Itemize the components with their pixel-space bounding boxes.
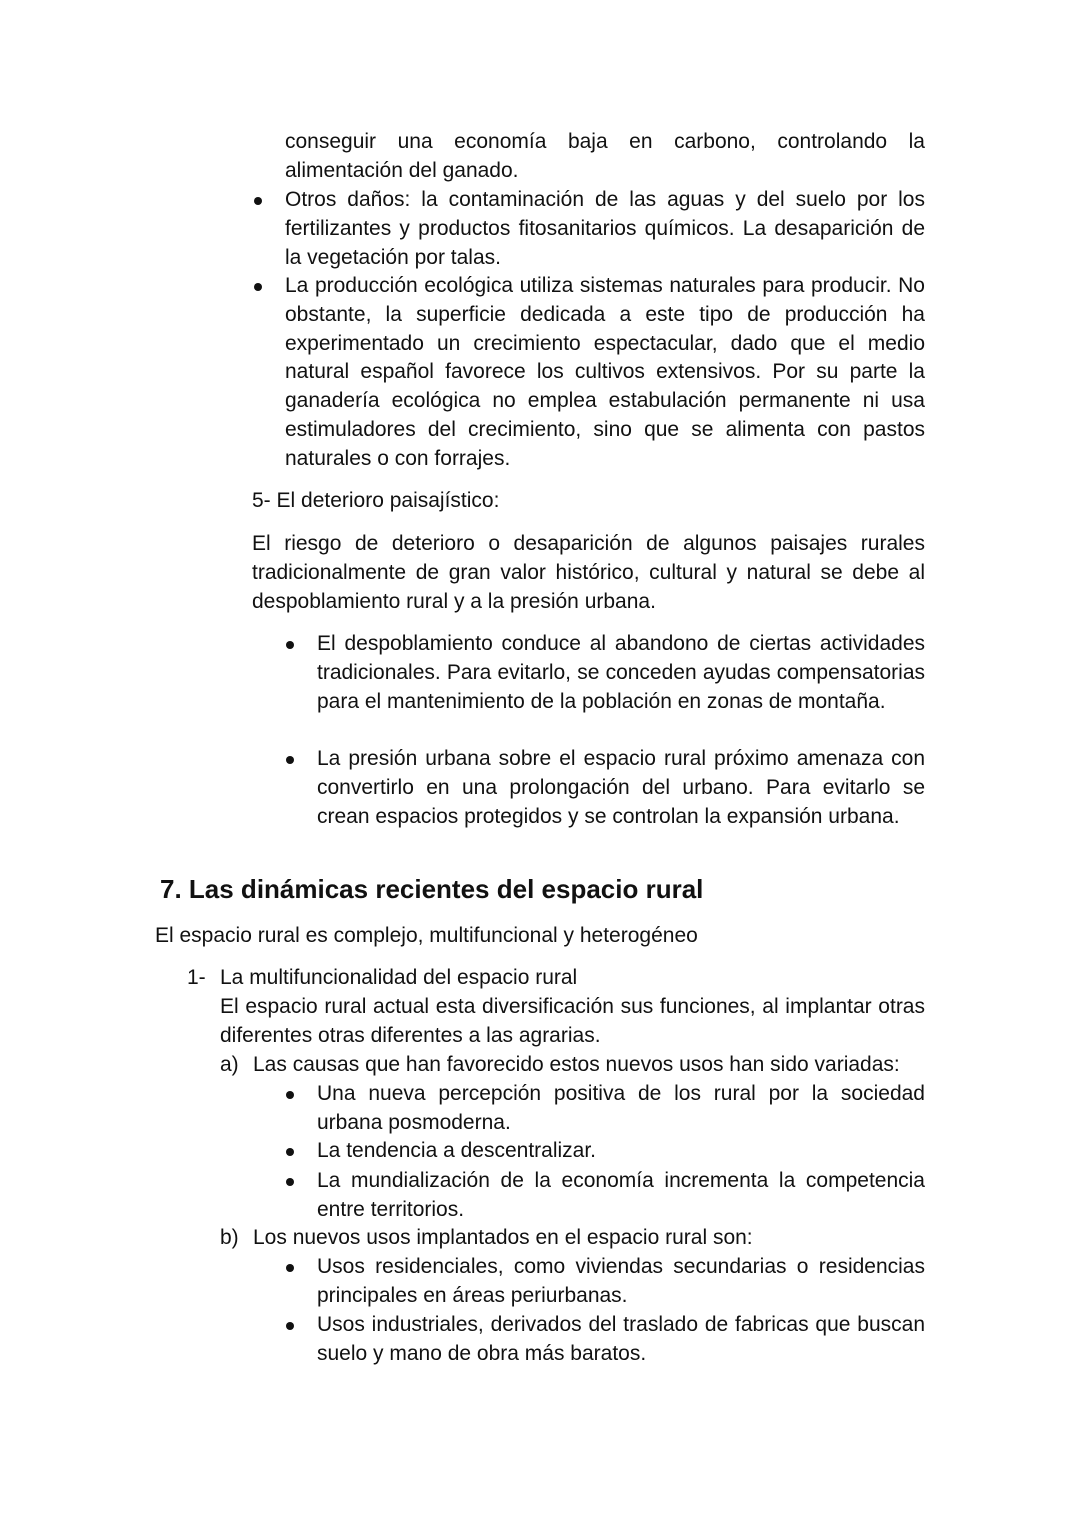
section-5-intro: El riesgo de deterioro o desaparición de algunos paisajes rurales tradicionalmente de gran valor histórico, cultural y natural se debe al despoblamiento rural y a la presión urbana. [252,532,925,613]
bullet-icon [254,197,262,205]
item-1-number: 1- [187,966,206,989]
bullet-text-percepcion: Una nueva percepción positiva de los rural por la sociedad urbana posmoderna. [317,1082,925,1134]
section-7-heading: 7. Las dinámicas recientes del espacio rural [160,874,704,904]
section-7-subtitle: El espacio rural es complejo, multifuncional y heterogéneo [155,924,698,947]
item-a-text: Las causas que han favorecido estos nuevos usos han sido variadas: [253,1053,900,1076]
bullet-icon [286,641,294,649]
item-b-text: Los nuevos usos implantados en el espacio rural son: [253,1226,753,1249]
bullet-icon [286,1148,294,1156]
bullet-text-mundializacion: La mundialización de la economía incrementa la competencia entre territorios. [317,1169,925,1221]
bullet-text-usos-industriales: Usos industriales, derivados del traslado de fabricas que buscan suelo y mano de obra más baratos. [317,1313,925,1365]
bullet-icon [286,1322,294,1330]
bullet-text-otros-danos: Otros daños: la contaminación de las aguas y del suelo por los fertilizantes y productos fitosanitarios químicos. La desaparición de la vegetación por talas. [285,188,925,269]
item-1-title: La multifuncionalidad del espacio rural [220,966,578,989]
bullet-icon [254,283,262,291]
bullet-icon [286,1178,294,1186]
item-a-label: a) [220,1053,239,1076]
item-b-label: b) [220,1226,239,1249]
section-5-title: 5- El deterioro paisajístico: [252,489,500,512]
bullet-icon [286,1264,294,1272]
item-1-text: El espacio rural actual esta diversificación sus funciones, al implantar otras diferentes otras diferentes a las agrarias. [220,995,925,1047]
bullet-text-produccion-ecologica: La producción ecológica utiliza sistemas naturales para producir. No obstante, la superficie dedicada a este tipo de producción ha experimentado un crecimiento espectacular, dado que el medio natural español favorece los cultivos extensivos. Por su parte la ganadería ecológica no emplea estabulación permanente ni usa estimuladores del crecimiento, sino que se alimenta con pastos naturales o con forrajes. [285,274,925,470]
bullet-icon [286,756,294,764]
bullet-text-descentralizar: La tendencia a descentralizar. [317,1139,597,1162]
bullet-text-despoblamiento: El despoblamiento conduce al abandono de ciertas actividades tradicionales. Para evitarlo, se conceden ayudas compensatorias para el mantenimiento de la población en zonas de montaña. [317,632,925,713]
bullet-text-usos-residenciales: Usos residenciales, como viviendas secundarias o residencias principales en áreas periurbanas. [317,1255,925,1307]
bullet-icon [286,1091,294,1099]
bullet-text-presion-urbana: La presión urbana sobre el espacio rural próximo amenaza con convertirlo en una prolongación del urbano. Para evitarlo se crean espacios protegidos y se controlan la expansión urbana. [317,747,925,828]
continuation-paragraph: conseguir una economía baja en carbono, controlando la alimentación del ganado. [285,130,925,182]
